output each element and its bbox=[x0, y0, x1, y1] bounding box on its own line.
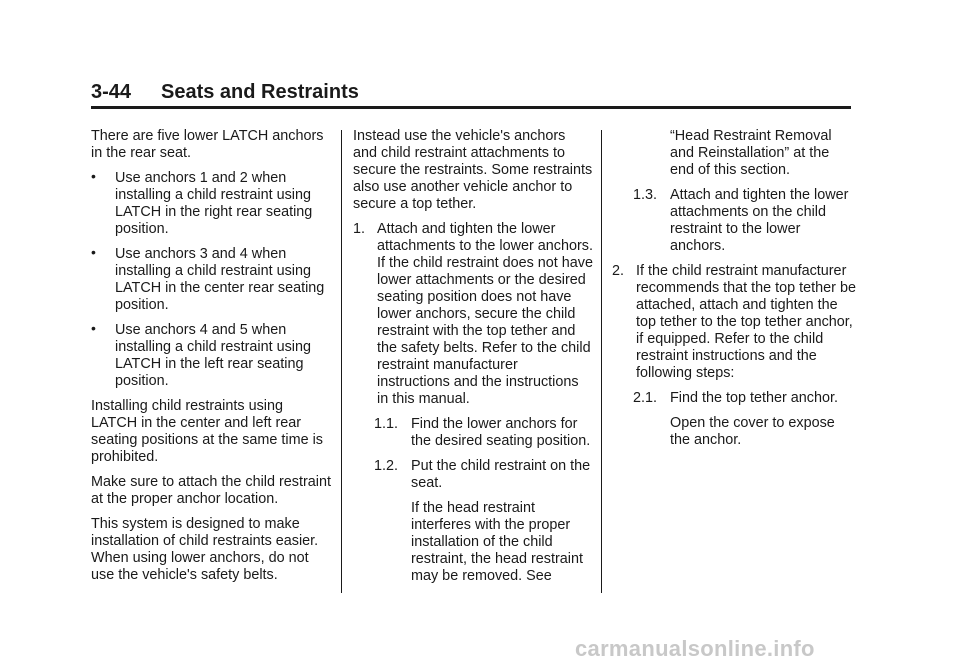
column-2 bbox=[353, 128, 593, 593]
step-text: Find the top tether anchor. bbox=[670, 390, 839, 406]
bullet-text: Use anchors 3 and 4 when installing a child restraint using LATCH in the center rear seating position. bbox=[115, 246, 325, 313]
step-label: 1.2. bbox=[374, 458, 399, 474]
step-2-1-note: Open the cover to expose the anchor. bbox=[670, 415, 835, 448]
instead-paragraph: Instead use the vehicle's anchors and child restraint attachments to secure the restraints. Some restraints also use another vehicle anchor to secure a top tether. bbox=[353, 128, 593, 212]
page-header bbox=[91, 78, 851, 109]
step-text: Find the lower anchors for the desired seating position. bbox=[411, 416, 591, 449]
step-text: Attach and tighten the lower attachments on the child restraint to the lower anchors. bbox=[670, 187, 849, 254]
step-1-3 bbox=[612, 187, 857, 255]
step-label: 1.3. bbox=[633, 187, 658, 203]
step-label: 1.1. bbox=[374, 416, 399, 432]
page-number: 3-44 bbox=[91, 81, 132, 103]
bullet-text: Use anchors 4 and 5 when installing a child restraint using LATCH in the left rear seating position. bbox=[115, 322, 311, 389]
anchor-location-paragraph: Make sure to attach the child restraint at the proper anchor location. bbox=[91, 474, 331, 507]
bullet-item bbox=[91, 246, 331, 314]
step-text: Put the child restraint on the seat. bbox=[411, 458, 591, 491]
column-1 bbox=[91, 128, 331, 592]
column-divider-1 bbox=[341, 130, 342, 593]
step-2-1 bbox=[612, 390, 857, 407]
step-text: If the child restraint manufacturer recommends that the top tether be attached, attach and tighten the top tether to the top tether anchor, if equipped. Refer to the child restraint instructions and the following steps: bbox=[636, 263, 856, 381]
intro-paragraph: There are five lower LATCH anchors in the rear seat. bbox=[91, 128, 324, 161]
watermark: carmanualsonline.info bbox=[575, 636, 815, 661]
bullet-icon: • bbox=[91, 168, 96, 184]
step-1-2 bbox=[353, 458, 593, 492]
step-label: 1. bbox=[353, 221, 366, 237]
step-1-2-note-continued: “Head Restraint Removal and Reinstallation” at the end of this section. bbox=[670, 128, 832, 178]
bullet-item bbox=[91, 322, 331, 390]
step-label: 2. bbox=[612, 263, 625, 279]
bullet-icon: • bbox=[91, 320, 96, 336]
column-3 bbox=[612, 128, 857, 457]
system-paragraph: This system is designed to make installation of child restraints easier. When using lower anchors, do not use the vehicle's safety belts. bbox=[91, 516, 319, 583]
section-title: Seats and Restraints bbox=[161, 81, 359, 103]
bullet-item bbox=[91, 170, 331, 238]
step-1-1 bbox=[353, 416, 593, 450]
step-text: Attach and tighten the lower attachments to the lower anchors. If the child restraint does not have lower attachments or the desired seating position does not have lower anchors, secure the child restraint with the top tether and the safety belts. Refer to the child restraint manufacturer instructions and the instructions in this manual. bbox=[377, 221, 593, 407]
column-divider-2 bbox=[601, 130, 602, 593]
prohibited-paragraph: Installing child restraints using LATCH in the center and left rear seating positions at the same time is prohibited. bbox=[91, 398, 323, 465]
step-1 bbox=[353, 221, 593, 408]
bullet-icon: • bbox=[91, 244, 96, 260]
bullet-text: Use anchors 1 and 2 when installing a child restraint using LATCH in the right rear seating position. bbox=[115, 170, 313, 237]
step-label: 2.1. bbox=[633, 390, 658, 406]
step-1-2-note: If the head restraint interferes with the proper installation of the child restraint, the head restraint may be removed. See bbox=[411, 500, 583, 584]
step-2 bbox=[612, 263, 857, 382]
